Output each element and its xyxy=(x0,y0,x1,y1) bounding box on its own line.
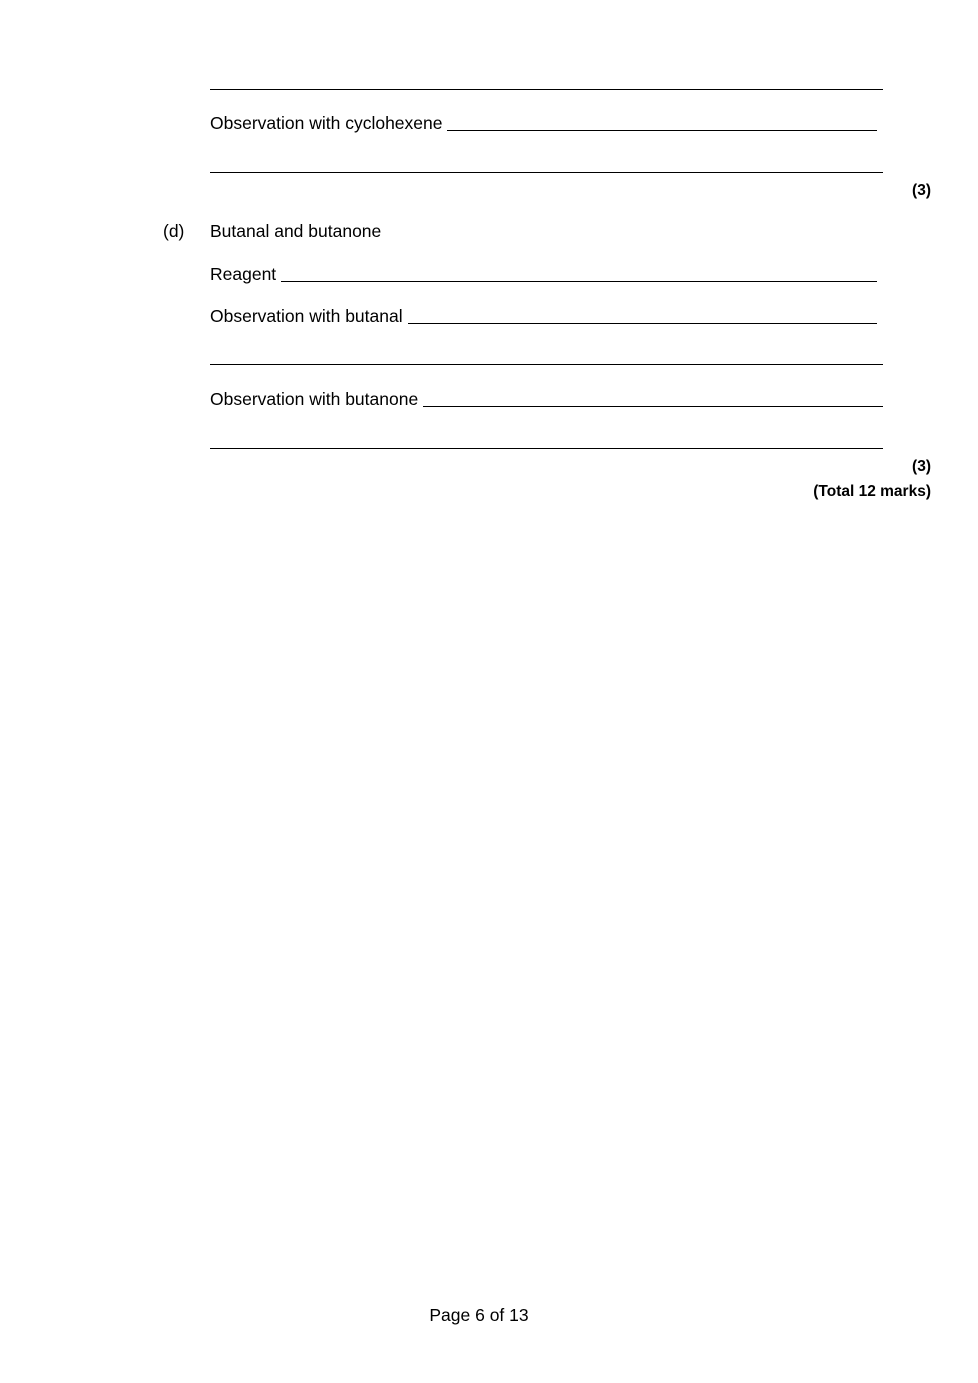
observation-butanal-answer-line[interactable] xyxy=(408,323,877,324)
marks-part-d: (3) xyxy=(912,458,931,475)
observation-butanal-label: Observation with butanal xyxy=(210,306,403,326)
page-number: Page 6 of 13 xyxy=(429,1305,529,1325)
total-marks: (Total 12 marks) xyxy=(813,483,931,500)
observation-butanone-row xyxy=(210,386,883,410)
observation-butanone-label: Observation with butanone xyxy=(210,389,419,409)
part-d-letter: (d) xyxy=(163,221,185,241)
answer-line[interactable] xyxy=(210,89,883,90)
marks-part-c: (3) xyxy=(912,182,931,199)
part-d-title: Butanal and butanone xyxy=(210,221,382,241)
answer-line[interactable] xyxy=(210,172,883,173)
observation-cyclohexene-row xyxy=(210,110,877,134)
answer-line[interactable] xyxy=(210,448,883,449)
observation-cyclohexene-label: Observation with cyclohexene xyxy=(210,113,443,133)
observation-cyclohexene-answer-line[interactable] xyxy=(447,130,877,131)
observation-butanone-answer-line[interactable] xyxy=(423,406,883,407)
reagent-row xyxy=(210,261,877,285)
reagent-label: Reagent xyxy=(210,264,277,284)
observation-butanal-row xyxy=(210,303,877,327)
reagent-answer-line[interactable] xyxy=(281,281,877,282)
answer-line[interactable] xyxy=(210,364,883,365)
